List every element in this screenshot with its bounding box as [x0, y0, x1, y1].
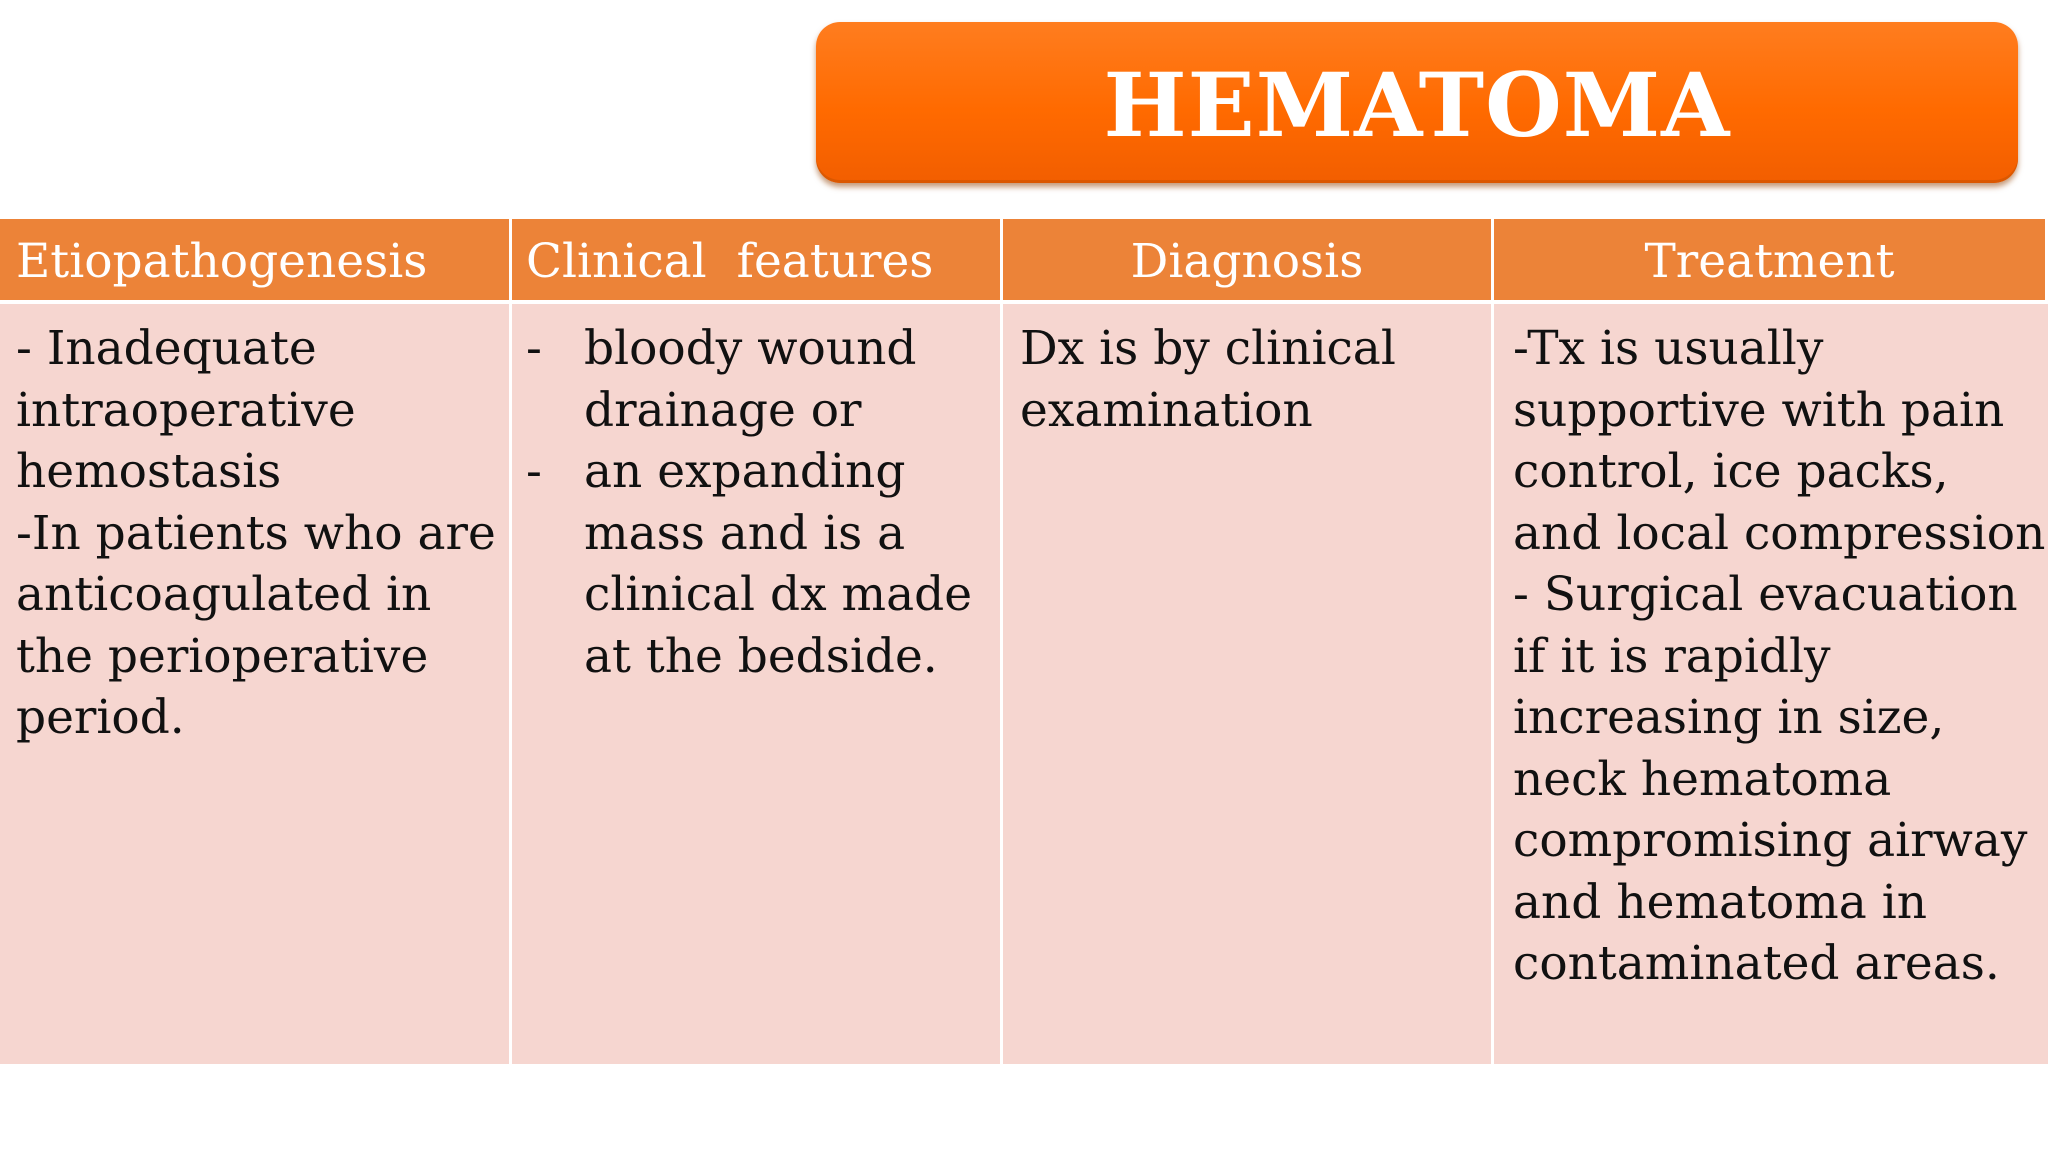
clinical-feature-line: mass and is a — [584, 505, 906, 561]
cell-etiopathogenesis — [0, 304, 512, 1064]
treatment-line: neck hematoma — [1513, 751, 1892, 807]
cell-treatment — [1494, 304, 2048, 1064]
etiopathogenesis-line: intraoperative — [16, 382, 356, 438]
diagnosis-line: examination — [1020, 382, 1313, 438]
cell-diagnosis — [1003, 304, 1494, 1064]
clinical-feature-line: drainage or — [584, 382, 862, 438]
etiopathogenesis-line: anticoagulated in — [16, 567, 432, 622]
treatment-line: control, ice packs, — [1513, 444, 1949, 499]
header-treatment: Treatment — [1494, 219, 2048, 304]
title-banner — [816, 22, 2018, 183]
etiopathogenesis-line: -In patients who are — [16, 505, 496, 561]
treatment-line: if it is rapidly — [1513, 628, 1831, 684]
hematoma-table — [0, 219, 2048, 1064]
etiopathogenesis-line: period. — [16, 690, 185, 745]
etiopathogenesis-line: hemostasis — [16, 444, 282, 499]
clinical-feature-line: an expanding — [584, 444, 906, 499]
header-etiopathogenesis: Etiopathogenesis — [0, 219, 512, 304]
treatment-line: supportive with pain — [1513, 382, 2005, 438]
treatment-line: and hematoma in — [1513, 874, 1928, 930]
etiopathogenesis-line: the perioperative — [16, 628, 429, 684]
header-diagnosis: Diagnosis — [1003, 219, 1494, 304]
diagnosis-line: Dx is by clinical — [1020, 321, 1396, 376]
slide-title: HEMATOMA — [1103, 52, 1731, 157]
treatment-line: compromising airway — [1513, 813, 2028, 868]
treatment-line: increasing in size, — [1513, 690, 1945, 745]
clinical-feature-line: clinical dx made — [584, 567, 973, 622]
clinical-feature-line: at the bedside. — [584, 628, 938, 684]
header-clinical-features: Clinical features — [512, 219, 1003, 304]
bullet-dash: - — [526, 444, 542, 499]
treatment-line: -Tx is usually — [1513, 321, 1824, 376]
etiopathogenesis-line: - Inadequate — [16, 321, 317, 376]
clinical-feature-line: bloody wound — [584, 321, 917, 376]
treatment-line: - Surgical evacuation — [1513, 567, 2018, 622]
clinical-feature-item — [526, 318, 1000, 441]
clinical-feature-item — [526, 441, 1000, 687]
cell-clinical-features — [512, 304, 1003, 1064]
bullet-dash: - — [526, 321, 542, 376]
treatment-line: and local compression — [1513, 505, 2046, 561]
treatment-line: contaminated areas. — [1513, 936, 2000, 991]
